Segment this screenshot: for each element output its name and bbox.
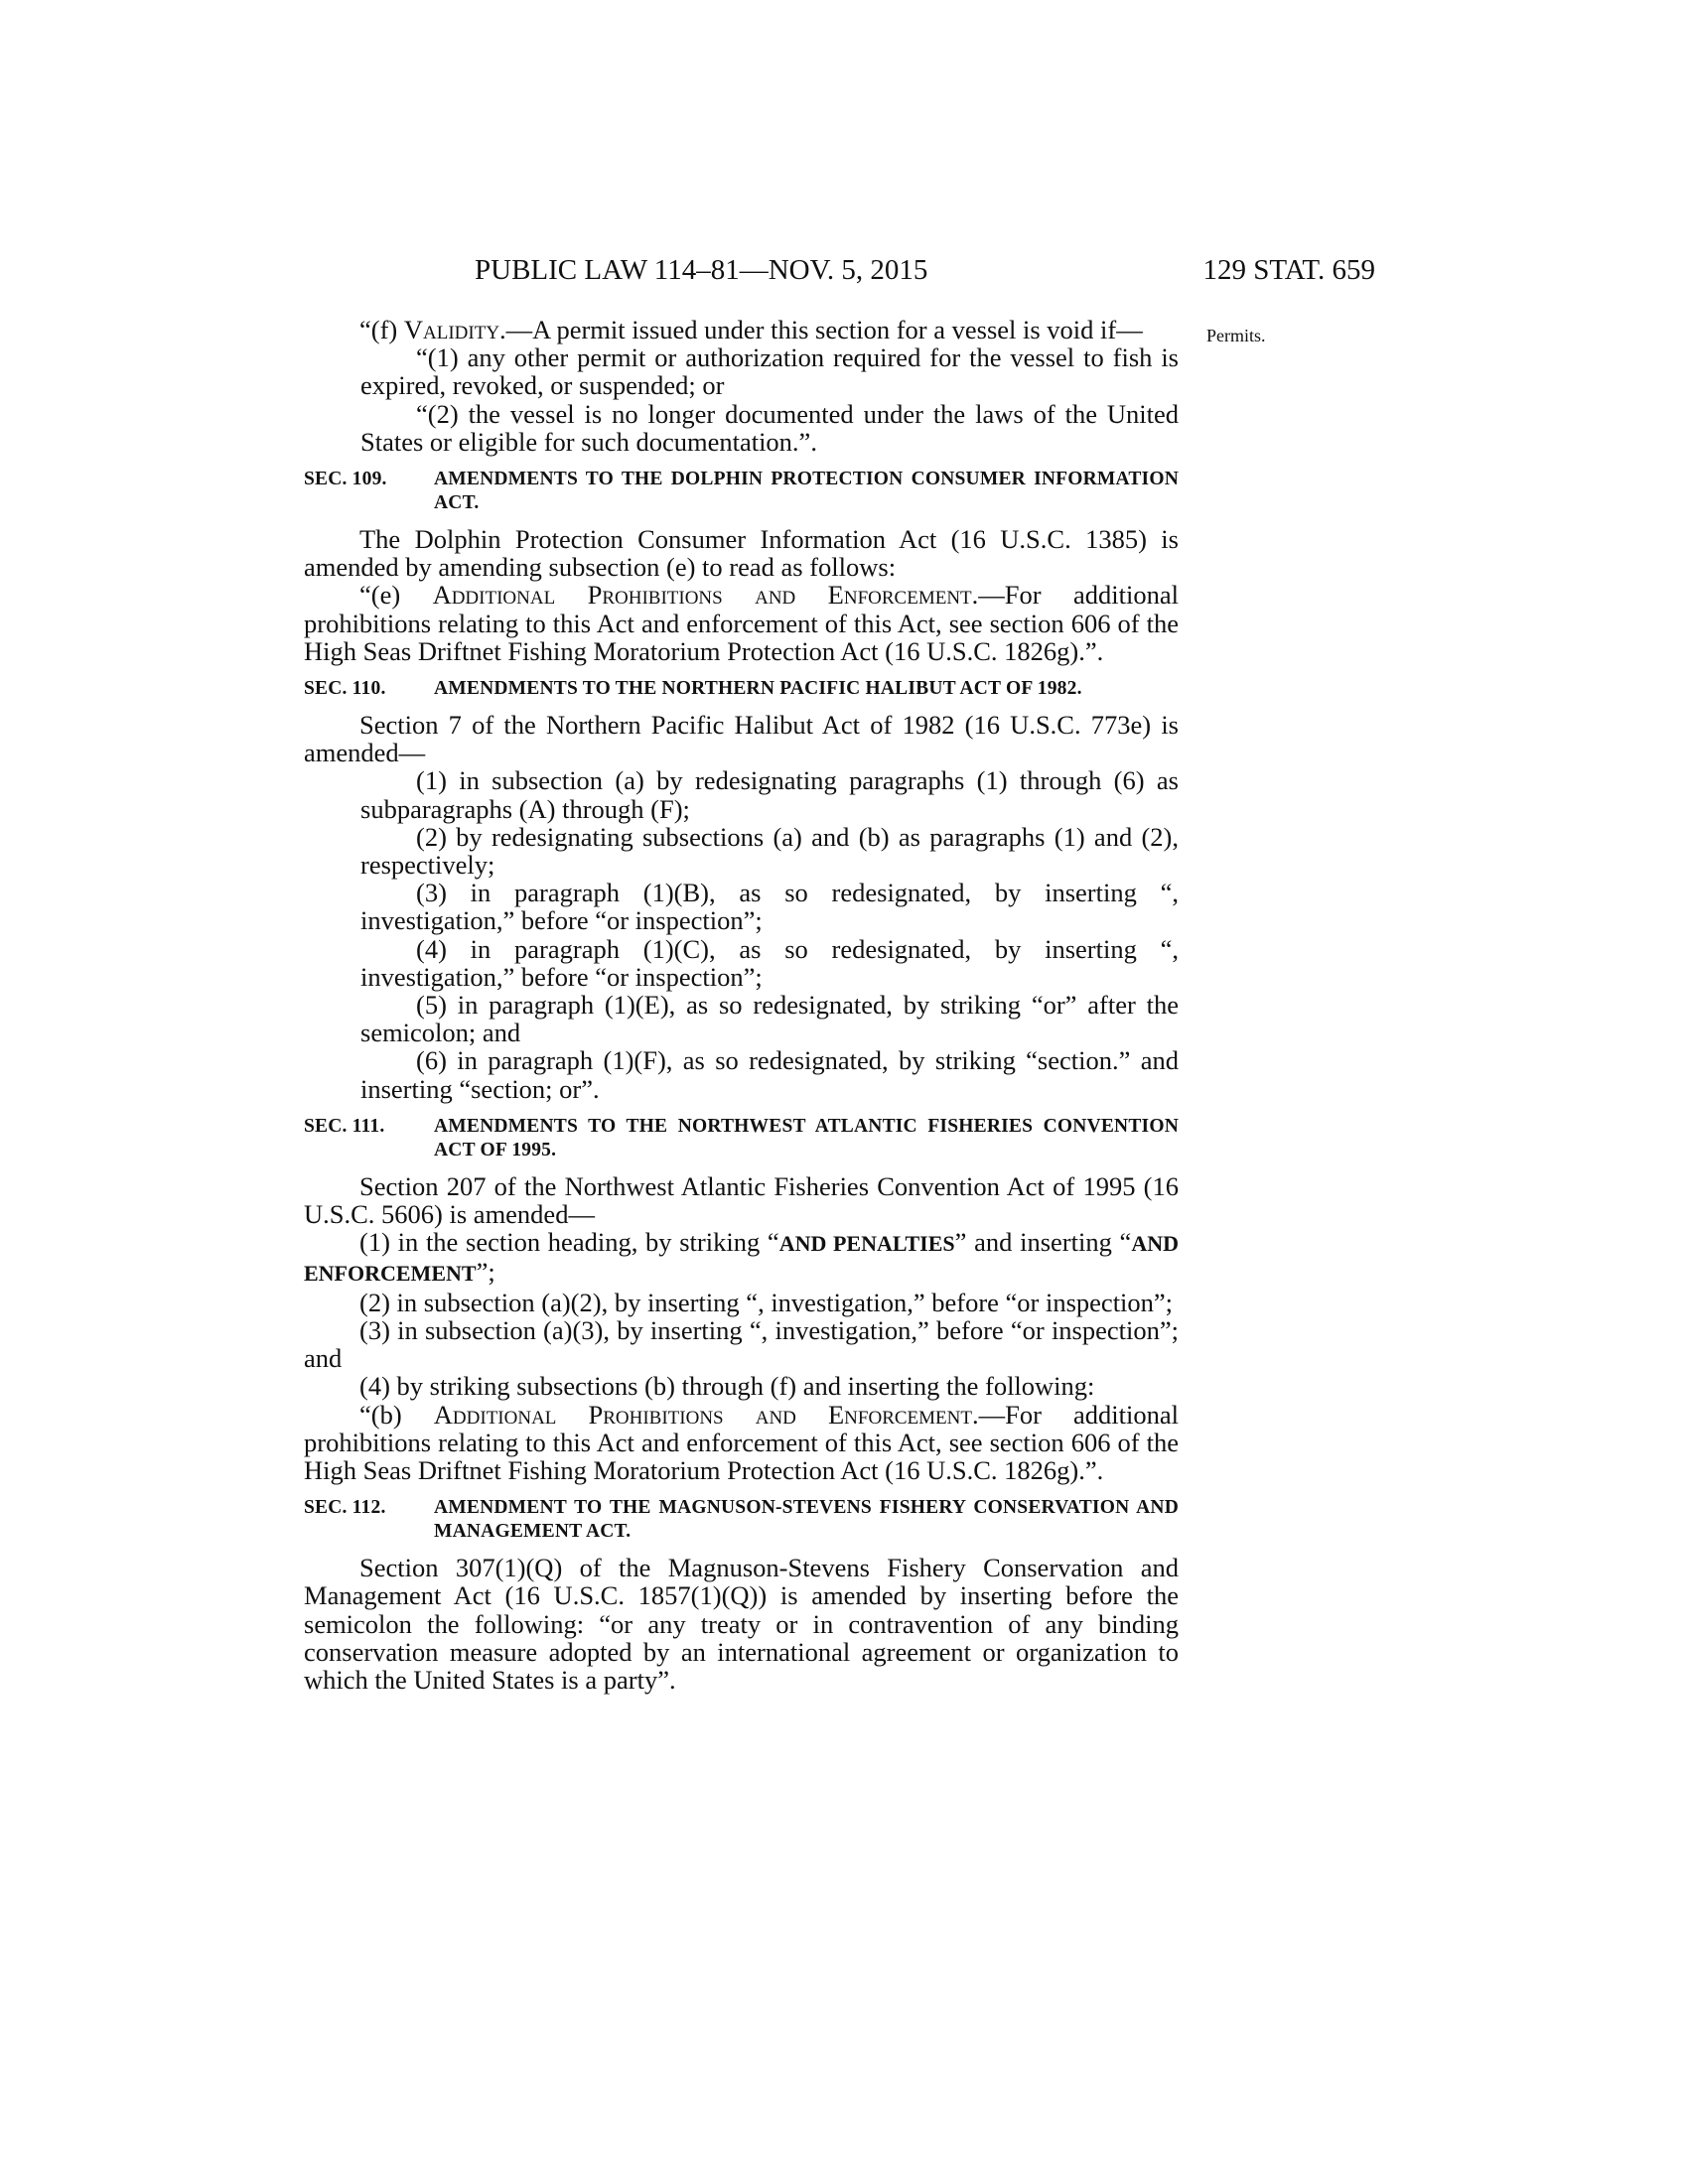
section-111-heading — [304, 1115, 1179, 1162]
subsection-f-heading: Validity — [403, 315, 500, 344]
section-111-item-1-struck-term: AND PENALTIES — [778, 1231, 955, 1257]
section-110-item-1: (1) in subsection (a) by redesignating paragraphs (1) through (6) as subparagraphs (A) through (F); — [360, 765, 1179, 824]
section-109-body: The Dolphin Protection Consumer Information Act (16 U.S.C. 1385) is amended by amending subsection (e) to read as follows: — [304, 524, 1179, 583]
section-110-item-4: (4) in paragraph (1)(C), as so redesignated, by inserting “, investigation,” before “or inspection”; — [360, 933, 1179, 992]
section-111-body: Section 207 of the Northwest Atlantic Fisheries Convention Act of 1995 (16 U.S.C. 5606) is amended— — [304, 1170, 1179, 1230]
section-111-item-2: (2) in subsection (a)(2), by inserting “, investigation,” before “or inspection”; — [359, 1287, 1174, 1317]
section-109-e-lead: “(e) — [359, 580, 433, 611]
section-110-heading — [304, 677, 1179, 701]
section-112-number: SEC. 112. — [304, 1497, 386, 1519]
section-109-e-text: .—For additional prohibitions relating to this Act and enforcement of this Act, see section 606 of the High Seas Driftnet Fishing Moratorium Protection Act (16 U.S.C. 1826g).”. — [304, 580, 1179, 666]
section-111-title: AMENDMENTS TO THE NORTHWEST ATLANTIC FISHERIES CONVENTION ACT OF 1995. — [434, 1115, 1179, 1160]
section-111-item-1-text-e: ”; — [476, 1257, 495, 1288]
section-111-number: SEC. 111. — [304, 1115, 385, 1137]
section-111-item-1-text-a: (1) in the section heading, by striking “ — [359, 1227, 779, 1258]
paragraph-f2: “(2) the vessel is no longer documented under the laws of the United States or eligible for such documentation.”. — [360, 398, 1179, 457]
section-111-b-heading: Additional Prohibitions and Enforcement — [433, 1399, 972, 1430]
section-112-heading — [304, 1496, 1179, 1544]
margin-note: Permits. — [1206, 326, 1266, 345]
body-text — [304, 316, 1179, 1694]
section-112-title: AMENDMENT TO THE MAGNUSON-STEVENS FISHERY CONSERVATION AND MANAGEMENT ACT. — [434, 1497, 1179, 1543]
section-111-item-1-inserted-term: AND ENFORCEMENT — [304, 1231, 1179, 1287]
subsection-f-text: .—A permit issued under this section for a vessel is void if— — [499, 315, 1143, 344]
section-110-body: Section 7 of the Northern Pacific Halibut Act of 1982 (16 U.S.C. 773e) is amended— — [304, 710, 1179, 768]
section-109-title: AMENDMENTS TO THE DOLPHIN PROTECTION CONSUMER INFORMATION ACT. — [434, 469, 1179, 514]
running-head-title: PUBLIC LAW 114–81—NOV. 5, 2015 — [475, 254, 928, 286]
section-111-item-1 — [304, 1228, 1179, 1288]
subsection-f — [304, 316, 1179, 343]
section-110-item-3: (3) in paragraph (1)(B), as so redesignated, by inserting “, investigation,” before “or inspection”; — [360, 878, 1179, 936]
section-109-number: SEC. 109. — [304, 469, 387, 490]
section-111-subsection-b — [304, 1401, 1179, 1485]
section-109-e-heading: Additional Prohibitions and Enforcement — [432, 580, 972, 611]
section-110-number: SEC. 110. — [304, 678, 386, 700]
section-111-b-lead: “(b) — [359, 1399, 434, 1430]
paragraph-f1: “(1) any other permit or authorization required for the vessel to fish is expired, revoked, or suspended; or — [360, 342, 1179, 401]
section-111-b-text: .—For additional prohibitions relating to this Act and enforcement of this Act, see section 606 of the High Seas Driftnet Fishing Moratorium Protection Act (16 U.S.C. 1826g).”. — [304, 1399, 1180, 1485]
section-110-item-5: (5) in paragraph (1)(E), as so redesignated, by striking “or” after the semicolon; and — [360, 990, 1179, 1048]
section-110-item-2: (2) by redesignating subsections (a) and (b) as paragraphs (1) and (2), respectively; — [360, 821, 1179, 881]
section-111-item-3: (3) in subsection (a)(3), by inserting “, investigation,” before “or inspection”; and — [304, 1314, 1179, 1374]
section-110-item-6: (6) in paragraph (1)(F), as so redesignated, by striking “section.” and inserting “section; or”. — [360, 1045, 1179, 1104]
section-109-subsection-e — [304, 581, 1179, 665]
section-109-heading — [304, 468, 1179, 515]
section-111-item-4: (4) by striking subsections (b) through (f) and inserting the following: — [359, 1371, 1095, 1402]
subsection-f-lead: “(f) — [359, 315, 404, 344]
running-head-stat: 129 STAT. 659 — [1202, 254, 1375, 286]
running-head — [301, 250, 1375, 290]
section-112-body: Section 307(1)(Q) of the Magnuson-Stevens Fishery Conservation and Management Act (16 U.S.C. 1857(1)(Q)) is amended by inserting before the semicolon the following: “or any treaty or in contravention of any binding conservation measure adopted by an international agreement or organization to which the United States is a party”. — [304, 1553, 1179, 1695]
section-110-title: AMENDMENTS TO THE NORTHERN PACIFIC HALIBUT ACT OF 1982. — [434, 678, 1082, 700]
section-111-item-1-text-c: ” and inserting “ — [954, 1227, 1132, 1258]
